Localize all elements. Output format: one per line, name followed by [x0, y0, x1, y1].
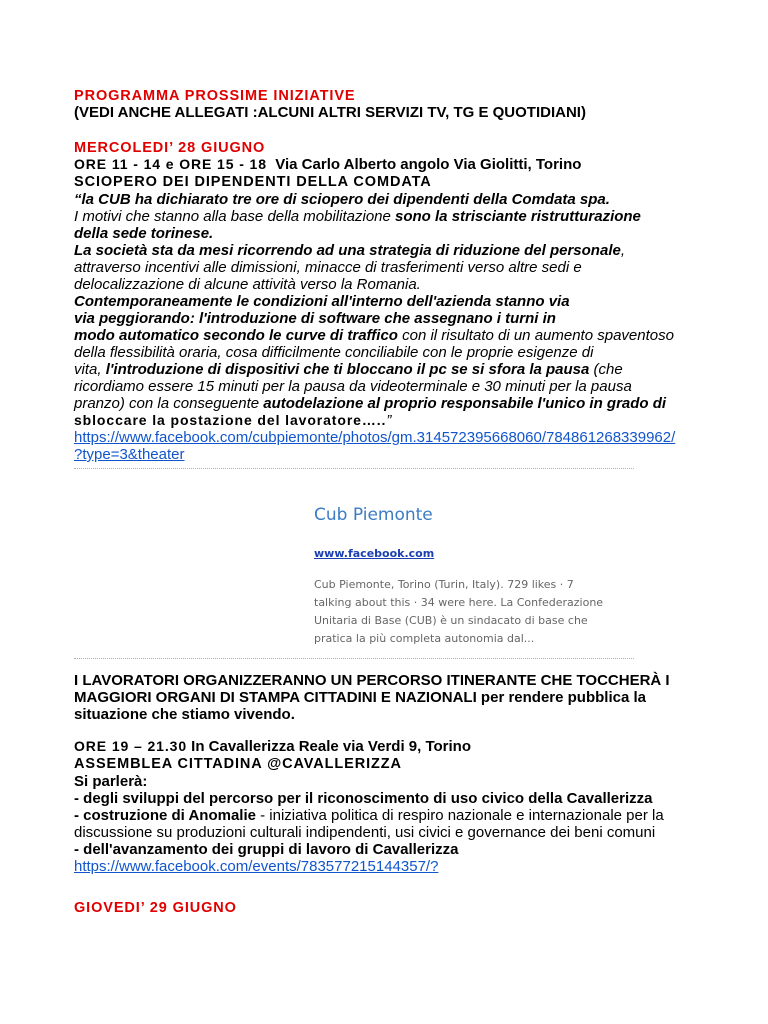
separator — [74, 658, 634, 659]
topic-line — [74, 807, 704, 824]
quote-line — [74, 395, 704, 412]
quote-bold: La società sta da mesi ricorrendo ad una strategia di riduzione del personale — [74, 242, 621, 259]
card-desc-line: Unitaria di Base (CUB) è un sindacato di base che — [314, 614, 588, 627]
topic-line: - dell'avanzamento dei gruppi di lavoro di Cavallerizza — [74, 841, 459, 858]
quote-line — [74, 208, 704, 225]
quote-text: (che — [589, 361, 623, 378]
quote-line: attraverso incentivi alle dimissioni, minacce di trasferimenti verso altre sedi e — [74, 259, 582, 276]
quote-line: via peggiorando: l'introduzione di software che assegnano i turni in — [74, 310, 556, 327]
card-title[interactable]: Cub Piemonte — [314, 505, 433, 525]
day1-quote — [74, 191, 704, 429]
quote-line — [74, 412, 704, 429]
photo-link[interactable] — [74, 429, 704, 446]
day1-date: MERCOLEDI’ 28 GIUGNO — [74, 140, 266, 156]
topic-line: - degli sviluppi del percorso per il riconoscimento di uso civico della Cavallerizza — [74, 790, 653, 807]
quote-text: , — [620, 242, 625, 259]
card-site[interactable] — [314, 542, 634, 561]
quote-text: vita, — [74, 361, 106, 378]
quote-bold: l'introduzione di dispositivi che ti bloccano il pc se si sfora la pausa — [105, 361, 590, 378]
march-bold: MAGGIORI ORGANI DI STAMPA CITTADINI E NAZIONALI — [74, 689, 477, 706]
photo-link-line1[interactable]: https://www.facebook.com/cubpiemonte/photos/gm.314572395668060/784861268339962/ — [74, 429, 676, 446]
topic-text: - iniziativa politica di respiro nazionale e internazionale per la — [255, 807, 664, 824]
quote-line: delocalizzazione di alcune attività verso la Romania. — [74, 276, 421, 293]
day1-time: ORE 11 - 14 e ORE 15 - 18 — [74, 156, 267, 172]
card-site-link[interactable]: www.facebook.com — [314, 547, 435, 560]
quote-text: pranzo) con la conseguente — [74, 395, 264, 412]
day1-heading: SCIOPERO DEI DIPENDENTI DELLA COMDATA — [74, 174, 432, 190]
quote-text: con il risultato di un aumento spaventoso — [397, 327, 674, 344]
topic-bold: - costruzione di Anomalie — [74, 807, 256, 824]
link-preview-card[interactable] — [314, 505, 634, 648]
event-link[interactable] — [74, 858, 704, 875]
doc-title: PROGRAMMA PROSSIME INIZIATIVE — [74, 88, 356, 104]
day2-date: GIOVEDI’ 29 GIUGNO — [74, 900, 237, 916]
quote-line: ricordiamo essere 15 minuti per la pausa da videoterminale e 30 minuti per la pausa — [74, 378, 632, 395]
photo-link-cont[interactable] — [74, 446, 704, 463]
assembly-place: In Cavallerizza Reale via Verdi 9, Torino — [187, 738, 472, 755]
assembly-time: ORE 19 – 21.30 — [74, 738, 187, 754]
march-line: I LAVORATORI ORGANIZZERANNO UN PERCORSO ITINERANTE CHE TOCCHERÀ I — [74, 672, 670, 689]
quote-line: della sede torinese. — [74, 225, 214, 242]
quote-bold: modo automatico secondo le curve di traffico — [74, 327, 398, 344]
quote-line — [74, 242, 704, 259]
photo-link-line2[interactable]: ?type=3&theater — [74, 446, 185, 463]
quote-line: “la CUB ha dichiarato tre ore di sciopero dei dipendenti della Comdata spa. — [74, 191, 610, 208]
quote-text: I motivi che stanno alla base della mobilitazione — [74, 208, 396, 225]
topic-line: discussione su produzioni culturali indipendenti, usi civici e governance dei beni comuni — [74, 824, 656, 841]
separator — [74, 468, 634, 469]
card-desc-line: talking about this · 34 were here. La Confederazione — [314, 596, 604, 609]
document-page — [74, 88, 704, 916]
quote-line: Contemporaneamente le condizioni all'interno dell'azienda stanno via — [74, 293, 570, 310]
quote-text: ” — [386, 412, 392, 429]
march-line — [74, 689, 704, 706]
day1-place: Via Carlo Alberto angolo Via Giolitti, Torino — [275, 156, 582, 173]
assembly-heading: ASSEMBLEA CITTADINA @CAVALLERIZZA — [74, 756, 402, 772]
doc-subtitle: (VEDI ANCHE ALLEGATI :ALCUNI ALTRI SERVIZI TV, TG E QUOTIDIANI) — [74, 104, 586, 121]
quote-line — [74, 327, 704, 344]
quote-line: della flessibilità oraria, cosa difficilmente conciliabile con le proprie esigenze di — [74, 344, 594, 361]
event-link-text[interactable]: https://www.facebook.com/events/783577215144357/? — [74, 858, 439, 875]
assembly-topics — [74, 773, 704, 858]
march-line: situazione che stiamo vivendo. — [74, 706, 295, 723]
topic-line: Si parlerà: — [74, 773, 148, 790]
quote-line — [74, 361, 704, 378]
assembly-time-place — [74, 738, 704, 755]
card-desc-line: Cub Piemonte, Torino (Turin, Italy). 729 likes · 7 — [314, 578, 574, 591]
quote-bold: sbloccare la postazione del lavoratore….. — [74, 412, 387, 428]
day1-time-place — [74, 156, 704, 173]
quote-bold: sono la strisciante ristrutturazione — [395, 208, 641, 225]
march-paragraph — [74, 672, 704, 723]
quote-bold: autodelazione al proprio responsabile l'unico in grado di — [263, 395, 667, 412]
card-description — [314, 576, 614, 648]
march-text: per rendere pubblica la — [476, 689, 646, 706]
card-desc-line: pratica la più completa autonomia dal... — [314, 632, 535, 645]
